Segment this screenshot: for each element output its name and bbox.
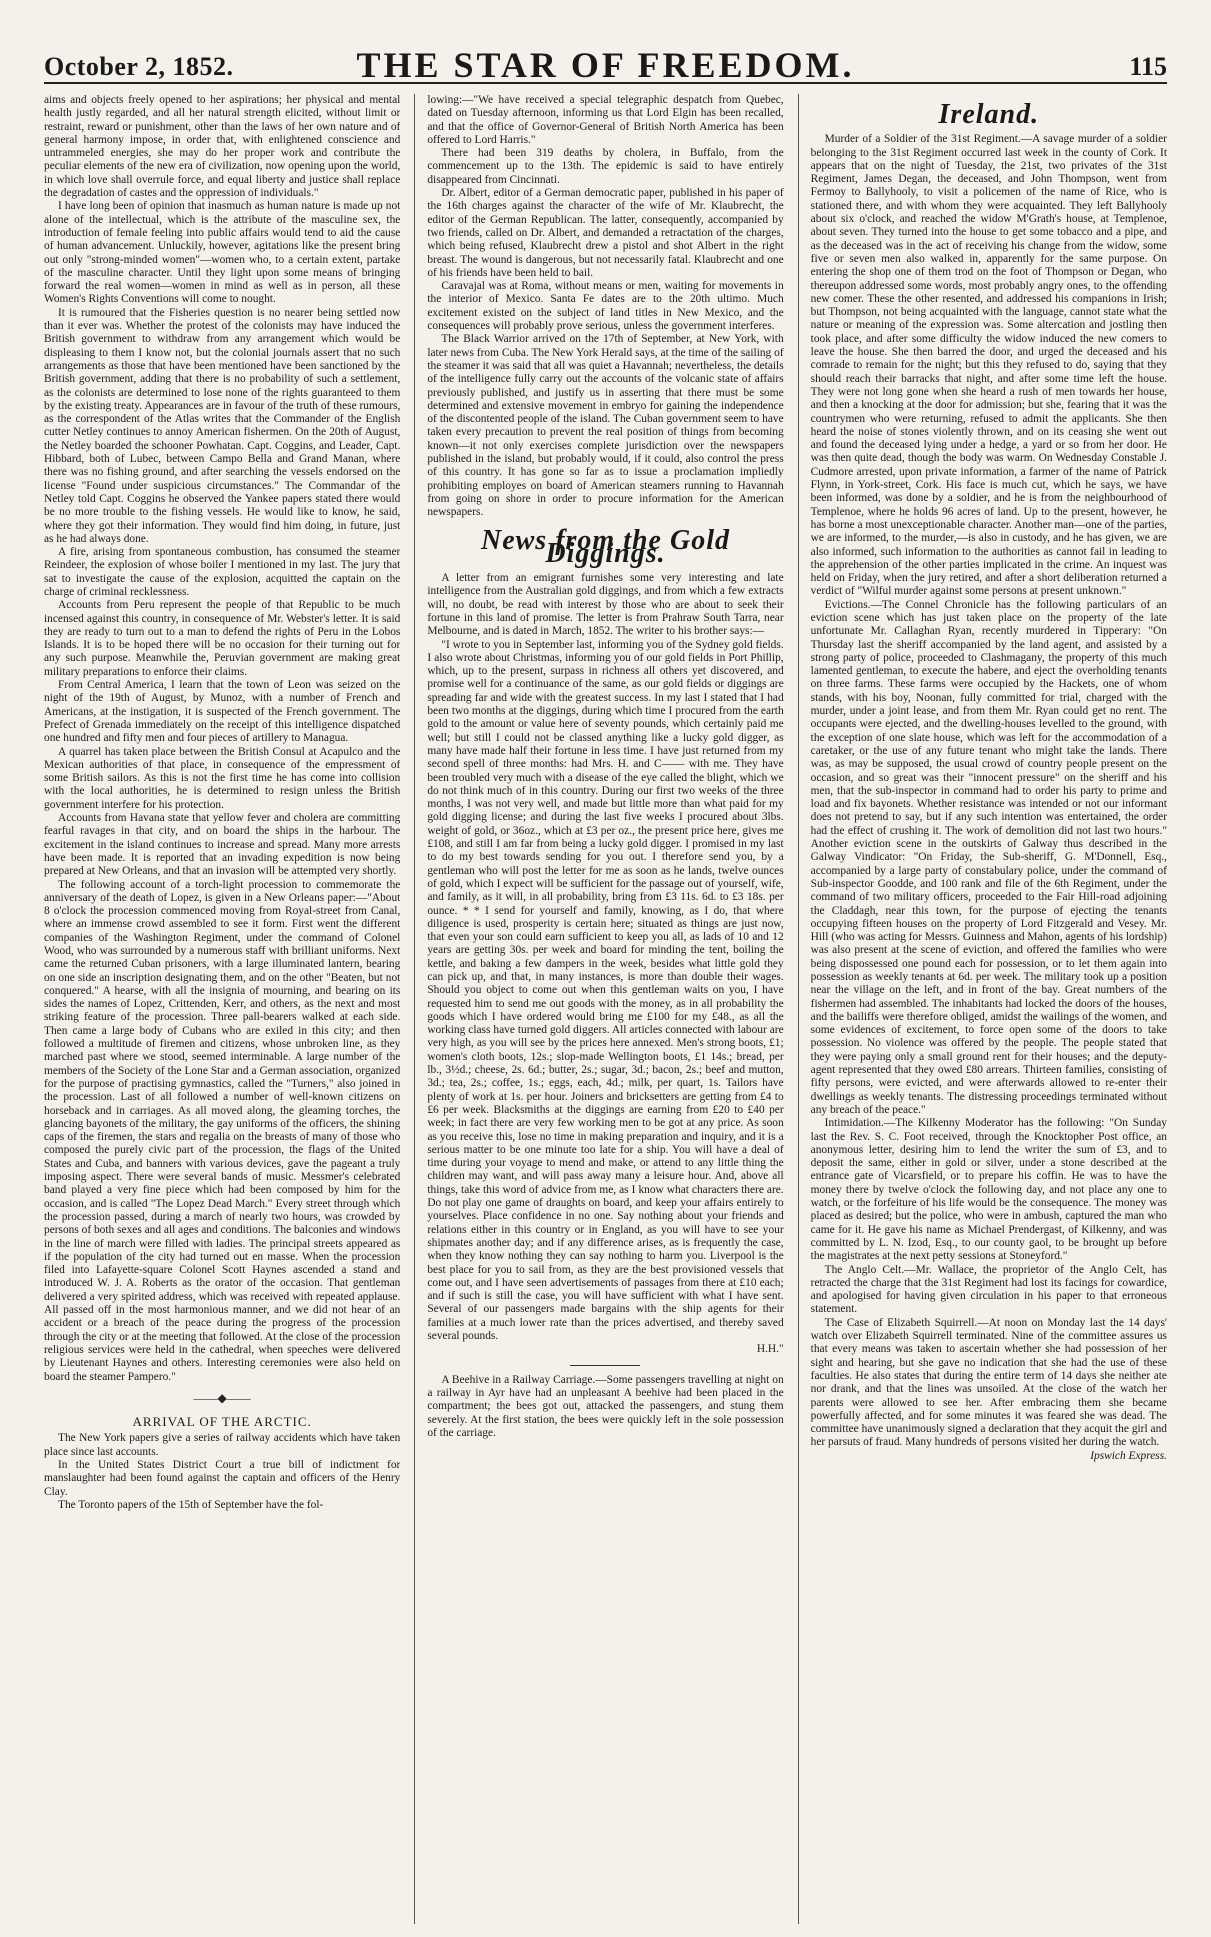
source-credit: Ipswich Express. — [1090, 1449, 1167, 1462]
paragraph: A fire, arising from spontaneous combustion, has consumed the steamer Reindeer, the explosion of whose boiler I mentioned in my last. The jury that sat to investigate the cause of the explosion, acquitted the captain on the charge of criminal recklessness. — [44, 546, 401, 598]
paragraph: Accounts from Havana state that yellow fever and cholera are committing fearful ravages in that city, and on board the ships in the harbour. The excitement in the island continues to increase and spread. Many more arrests have been made. It is reported that an invading expedition is now being prepared at New Orleans, and that an invasion will be attempted very shortly. — [44, 812, 401, 878]
paragraph: Accounts from Peru represent the people of that Republic to be much incensed against this country, in consequence of Mr. Webster's letter. It is said they are ready to turn out to a man to defend the rights of Peru in the Lobos Islands. It is to be hoped there will be no occasion for their turning out for any such purpose. Meanwhile the, Peruvian government are making great military preparations to enforce their claims. — [44, 599, 401, 678]
ornament-divider: ——◆—— — [193, 1390, 251, 1405]
paragraph: Murder of a Soldier of the 31st Regiment.—A savage murder of a soldier belonging to the 31st Regiment occurred last week in the county of Cork. It appears that on the night of Tuesday, the 21st, two privates of the 31st Regiment, James Degan, the deceased, and John Thompson, went from Fermoy to Ballyhooly, to visit a policemen of the name of Rice, who is stationed there, and with whom they were acquainted. They left Ballyhooly about six o'clock, and reached the widow M'Grath's house, at Templenoe, about seven. They turned into the house to get some tobacco and a pipe, and as the deceased was in the act of receiving his change from the widow, some five or seven men also walked in, apparently for the same purpose. On entering the shop one of them trod on the foot of Thompson or Degan, who thereupon addressed some words, most probably angry ones, to the offending new comer. These the other resented, and addressed his companions in Irish; but Thompson, not being acquainted with the language, cannot state what the nature or meaning of the expression was. Some altercation and jostling then took place, and after some difficulty the widow induced the new comers to leave the house. She then barred the door, and urged the deceased and his comrade to remain for the night; but this they refused to do, saying that they should reach their barracks that night, and after some time left the house. They were not long gone when she heard a rush of men towards her house, and then a knocking at the door for admission; but she, fearing that it was the countrymen who were returning, refused to admit the applicants. She then heard the noise of stones violently thrown, and on its ceasing she went out and found the deceased lying under a hedge, a yard or so from her door. He was then quite dead, though the body was warm. On Wednesday Constable J. Cudmore arrested, upon private information, a farmer of the name of Patrick Flynn, in York-street, Cork. His face is much cut, which he says, we have been informed, was done by a soldier, and he is from the neighbourhood of Templenoe, where he holds 96 acres of land. Up to the present, however, he has borne a most unexceptionable character. Another man—one of the parties, we are informed, to the murder,—is also in custody, and he has given, we are also informed, such information to the authorities as cannot fail in leading to the apprehension of the other parties implicated in the crime. An inquest was held on Friday, when the jury retired, and after a short deliberation returned a verdict of "Wilful murder against some persons at present unknown." — [810, 133, 1167, 598]
article-columns — [44, 94, 1167, 1924]
column-1 — [44, 94, 400, 1924]
newspaper-title: THE STAR OF FREEDOM. — [356, 45, 855, 85]
paragraph: A quarrel has taken place between the British Consul at Acapulco and the Mexican authorities of that place, in consequence of the empressment of some British sailors. As this is not the first time he has come into collision with the local authorities, he is determined to resign unless the British government interfere for his protection. — [44, 745, 401, 811]
paragraph: In the United States District Court a true bill of indictment for manslaughter had been found against the captain and officers of the Henry Clay. — [44, 1458, 401, 1498]
paragraph: The Toronto papers of the 15th of September have the fol- — [58, 1498, 324, 1511]
section-heading-gold-diggings: News from the Gold Diggings. — [480, 524, 730, 569]
paragraph: lowing:—"We have received a special telegraphic despatch from Quebec, dated on Tuesday afternoon, informing us that Lord Elgin has been recalled, and that the office of Governor-General of British North America has been offered to Lord Harris." — [427, 94, 784, 146]
paragraph: The Black Warrior arrived on the 17th of September, at New York, with later news from Cuba. The New York Herald says, at the time of the sailing of the steamer it was said that all was quiet a Havannah; nevertheless, the details of the intelligence fully carry out the accounts of the volcanic state of affairs previously published, and justify us in asserting that there must be some determined and extensive movement in embryo for gaining the independence of the discontented people of the island. The Cuban government seem to have taken every precaution to prevent the real position of things from becoming known—it not only exercises complete jurisdiction over the newspapers published in the island, but probably would, if it could, also control the press of this country. It has gone so far as to issue a proclamation impliedly prohibiting employes on board of American steamers running to Havannah from going on shore in order to procure information for the American newspapers. — [427, 333, 784, 519]
paragraph: The New York papers give a series of railway accidents which have taken place since last accounts. — [44, 1432, 401, 1458]
section-heading-ireland: Ireland. — [938, 99, 1040, 130]
column-2 — [414, 94, 783, 1924]
paragraph: A Beehive in a Railway Carriage.—Some passengers travelling at night on a railway in Ayr have had an unpleasant A beehive had been placed in the compartment; the bees got out, attacked the passengers, and stung them severely. At the first station, the bees were quickly left in the sole possession of the carriage. — [427, 1373, 784, 1439]
masthead — [44, 20, 1167, 84]
paragraph: A letter from an emigrant furnishes some very interesting and late intelligence from the Australian gold diggings, and from which a few extracts will, no doubt, be read with interest by those who are about to seek their fortune in this land of promise. The letter is from Prahraw South Tarra, near Melbourne, and is dated in March, 1852. The writer to his brother says:— — [427, 572, 784, 638]
paragraph: There had been 319 deaths by cholera, in Buffalo, from the commencement up to the 13th. The epidemic is said to have entirely disappeared from Cincinnati. — [427, 147, 784, 186]
signature: H.H." — [756, 1343, 784, 1356]
page-number: 115 — [1129, 52, 1167, 81]
paragraph: The following account of a torch-light procession to commemorate the anniversary of the death of Lopez, is given in a New Orleans paper:—"About 8 o'clock the procession commenced moving from Royal-street from Canal, where an immense crowd assembled to see it form. First went the different companies of the Washington Regiment, under the command of Colonel Wood, who was surrounded by a numerous staff with brilliant uniforms. Next came the returned Cuban prisoners, with a large illuminated lantern, bearing on one side an inscription designating them, and on the other "Beaten, but not conquered." A hearse, with all the insignia of mourning, and bearing on its sides the names of Lopez, Crittenden, Kerr, and others, as the next and most striking feature of the procession. Three pall-bearers walked at each side. Then came a large body of Cubans who are exiled in this city; and then followed a multitude of firemen and citizens, whose unbroken line, as they marched past where we stood, seemed interminable. A large number of the members of the Society of the Lone Star and a German association, organized for the purpose of practising gymnastics, called the "Turners," also joined in the procession. Last of all followed a number of well-known citizens on horseback and in carriages. As all moved along, the gleaming torches, the glancing bayonets of the military, the gay uniforms of the officers, the shining caps of the firemen, the stars and regalia on the breasts of many of those who composed the purely civic part of the procession, the flags of the United States and Cuba, and banners with various devices, gave the pageant a truly imposing aspect. There were several bands of music. Messmer's celebrated band played a very fine piece which had been composed by him for the occasion, and is called "The Lopez Dead March." Every street through which the procession passed, during a march of nearly two hours, was crowded by persons of both sexes and all ages and conditions. The balconies and windows in the line of march were filled with ladies. The principal streets appeared as if the population of the city had turned out en masse. When the procession filed into Lafayette-square Colonel Scott Haynes ascended a stand and introduced W. J. A. Roberts as the orator of the occasion. That gentleman delivered a very spirited address, which was received with repeated applause. All passed off in the most harmonious manner, and we did not hear of an accident or a breach of the peace during the progress of the procession through the city or at the meeting that followed. At the close of the procession religious services were held in the cathedral, when speeches were delivered by Lieutenant Haynes and others. Interesting ceremonies were also held on board the steamer Pampero." — [44, 878, 401, 1383]
column-3 — [798, 94, 1167, 1924]
paragraph: Intimidation.—The Kilkenny Moderator has the following: "On Sunday last the Rev. S. C. Foot received, through the Knocktopher Post office, an anonymous letter, desiring him to lend the writer the sum of £3, and to deposit the same, either in gold or silver, under a stone described at the entrance gate of Vicarsfield, or to prepare his coffin. He was to have the money there by twelve o'clock the following day, and not place any one to watch, or the forfeiture of his life would be the consequence. The money was placed as desired; but the police, who were in ambush, captured the man who came for it. He gave his name as Michael Prendergast, of Kilkenny, and was committed by L. N. Izod, Esq., to our county gaol, to be brought up before the magistrates at the next petty sessions at Stoneyford." — [810, 1117, 1167, 1263]
paragraph: I have long been of opinion that inasmuch as human nature is made up not alone of the intellectual, which is the attribute of the masculine sex, the introduction of female feeling into public affairs would tend to aid the cause of human advancement. Unluckily, however, agitations like the present bring out only "strong-minded women"—women who, to a certain extent, partake of the masculine character. Until they light upon some means of bringing forward the real women—women in mind as well as in person, all these Women's Rights Conventions will come to nought. — [44, 200, 401, 306]
section-heading-arctic: ARRIVAL OF THE ARCTIC. — [132, 1414, 312, 1430]
paragraph: "I wrote to you in September last, informing you of the Sydney gold fields. I also wrote about Christmas, informing you of our gold fields in Port Phillip, which, up to the present, surpass in richness all others yet discovered, and promise well for a continuance of the same, as our gold fields or diggings are spreading far and wide with the greatest success. In my last I stated that I had been two months at the diggings, during which time I procured from the earth gold to the amount or value here of seventy pounds, which certainly paid me well; but still I could not be classed anything like a lucky gold digger, as many have made half their fortune in less time. I have just returned from my second spell of three months: had Mrs. H. and C—— with me. They have been troubled very much with a disease of the eye called the blight, which we do not think much of in this country. During our first two weeks of the three months, I was not very well, and made but little more than what paid for my gold digging license; and during the last five weeks I procured about 3lbs. weight of gold, or 36oz., which at £3 per oz., the present price here, gives me £108, and still I am far from being a lucky gold digger. I promised in my last to do my best towards sending for you out. I therefore send you, by a gentleman who will post the letter for me as soon as he lands, twelve ounces of gold, which I expect will be sufficient for the passage out of yourself, wife, and family, as it will, in all probability, bring from £3 11s. 6d. to £3 18s. per ounce. * * I send for yourself and family, knowing, as I do, that where diligence is used, prosperity is certain here; situated as things are just now, that even your son could earn sufficient to keep you all, as lads of 10 and 12 years are getting 30s. per week and board for minding the tent, boiling the kettle, and baking a few dampers in the week, besides what little gold they can pick up, and that, in many instances, is more than double their wages. Should you object to come out when this gentleman waits on you, I have requested him to send me out goods with the money, as in all probability the goods which I have ordered would bring me £100 for my £48., as all the working class have turned gold diggers. All articles connected with labour are very high, as you will see by the prices here annexed. Men's strong boots, £1; women's cloth boots, 12s.; slop-made Wellington boots, £1 14s.; bread, per lb., 3½d.; cheese, 2s. 6d.; butter, 2s.; sugar, 3d.; bacon, 2s.; beef and mutton, 3d.; tea, 2s.; coffee, 1s.; eggs, each, 4d.; milk, per quart, 1s. Tailors have plenty of work at 1s. per hour. Joiners and bricksetters are getting from £4 to £6 per week. Blacksmiths at the diggings are earning from £20 to £40 per week; in fact there are very few working men to be got at any price. As soon as you receive this, lose no time in making preparation and inquiry, and it is a serious matter to be one minute too late for a ship. You will have a deal of time during your voyage to mend and make, or attend to any little thing the children may want, and will pass away many a leisure hour. And, above all things, take this word of advice from me, as I know what characters there are. Do not play one game of draughts on board, and keep your affairs entirely to yourselves. Place confidence in no one. Say nothing about your friends and relations either in this country or in England, as you will have to see your shipmates another day; and if any difference arises, as is frequently the case, when they know nothing they can say nothing to harm you. Liverpool is the best place for you to sail from, as they are the best provisioned vessels that come out, and I have seen advertisements of passages from there at £10 each; and if such is still the case, you will have sufficient with what I have sent. Several of our passengers made bargains with the ship agents for their families at a much lower rate than the prices advertised, and thereby saved several pounds. — [427, 638, 784, 1343]
paragraph: aims and objects freely opened to her aspirations; her physical and mental health justly regarded, and all her natural strength elicited, without limit or restraint, reward or punishment, other than the laws of her own nature and of general harmony impose, in order that, with enlightened conscience and untrammeled energies, she may do her proper work and contribute the peculiar elements of the new era of civilization, now opening upon the world, in which love shall overrule force, and equal liberty and justice shall replace the degradation of castes and the oppression of individuals." — [44, 94, 401, 200]
paragraph: Dr. Albert, editor of a German democratic paper, published in his paper of the 16th charges against the character of the wife of Mr. Klaubrecht, the editor of the German Republican. The latter, consequently, accompanied by two friends, called on Dr. Albert, and demanded a retractation of the charges, which being refused, Klaubrecht drew a pistol and shot Albert in the right breast. The wound is dangerous, but not necessarily fatal. Klaubrecht and one of his friends have been held to bail. — [427, 187, 784, 279]
paragraph: The Anglo Celt.—Mr. Wallace, the proprietor of the Anglo Celt, has retracted the charge that the 31st Regiment had lost its facings for cowardice, and apologised for having given circulation in his paper to that erroneous statement. — [810, 1263, 1167, 1316]
paragraph: From Central America, I learn that the town of Leon was seized on the night of the 19th of August, by Munoz, with a number of French and Americans, at the instigation, it is suspected of the French government. The Prefect of Grenada immediately on the receipt of this intelligence dispatched one hundred and fifty men and four pieces of artillery to Managua. — [44, 679, 401, 745]
issue-date: October 2, 1852. — [44, 52, 234, 81]
paragraph: Evictions.—The Connel Chronicle has the following particulars of an eviction scene which has just taken place on the property of the late unfortunate Mr. Callaghan Ryan, recently murdered in Tipperary: "On Thursday last the sheriff accompanied by the land agent, and assisted by a strong party of police, proceeded to Clashmagany, the property of this much lamented gentleman, to execute the habere, and eject the overholding tenants on three farms. These farms were occupied by the Hackets, one of whom stands, with his boy, Noonan, fully committed for trial, charged with the murder, under a joint lease, and from them Mr. Ryan could get no rent. The occupants were ejected, and the dwelling-houses levelled to the ground, with the exception of one slate house, which was left for the accommodation of a caretaker, or the use of any future tenant who might take the lands. There was, as may be supposed, the usual crowd of country people present on the occasion, and so great was their "innocent pressure" on the sheriff and his men, that the sub-inspector in command had to order his party to prime and load and fix bayonets. Whether resistance was intended or not our informant does not pretend to say, but if any such intention was entertained, the order had the effect of crushing it. The work of demolition did not last two hours." Another eviction scene in the outskirts of Galway thus described in the Galway Vindicator: "On Friday, the Sub-sheriff, G. M'Donnell, Esq., accompanied by a large party of constabulary police, under the command of Sub-inspector Goodde, and 100 rank and file of the 6th Regiment, under the command of two military officers, proceeded to the Fair Hill-road adjoining the Claddagh, near this town, for the purpose of ejecting the tenants occupying fifteen houses on the property of Lord Fitzgerald and Vesey. Mr. Hill (who was acting for Messrs. Guinness and Mahon, agents of his lordship) was also present at the scene of eviction, and offered the families who were being dispossessed one pound each for possession, or to let them again into possession as weekly tenants at 6d. per week. The military took up a position near the village on the left, and in front of the bay. Great numbers of the fishermen had assembled. The inhabitants had locked the doors of the houses, and the bailiffs were therefore obliged, amidst the wailings of the women, and some evidences of excitement, to force open some of the doors to take possession. No violence was offered by the people. The people stated that they were paying only a small ground rent for their houses; and the deputy-agent represented that they owed £80 arrears. Thirteen families, consisting of fifty persons, were evicted, and were afterwards allowed to re-enter their dwellings as weekly tenants. The distressing proceedings terminated without any breach of the peace." — [810, 598, 1167, 1116]
divider-rule — [570, 1365, 640, 1366]
paragraph: Caravajal was at Roma, without means or men, waiting for movements in the interior of Mexico. Santa Fe dates are to the 20th ultimo. Much excitement existed on the subject of land titles in New Mexico, and the consequences will probably prove serious, unless the government interferes. — [427, 280, 784, 333]
paragraph: It is rumoured that the Fisheries question is no nearer being settled now than it ever was. Whether the protest of the colonists may have induced the British government to withdraw from any arrangement which would be displeasing to them I know not, but the colonial journals assert that no such arrangements as those that have been mentioned have been sanctioned by the British government, adding that there is no probability of such a settlement, as the colonists are determined to lose none of the rights guaranteed to them by the existing treaty. Appearances are in favour of the truth of these rumours, as the correspondent of the Atlas writes that the Commander of the English cutter Netley continues to annoy American fishermen. On the 20th of August, the Netley boarded the schooner Powhatan. Capt. Coggins, and Leader, Capt. Hibbard, both of Lubec, between Campo Bella and Grand Manan, where there was no fishing ground, and after searching the vessels endorsed on the license "Found under suspicious circumstances." The Commandar of the Netley told Capt. Coggins he observed the Yankee papers stated there would be no more trouble to the fishing vessels. He would like to know, he said, where they got their information. They would find him doing, in future, just as he had always done. — [44, 306, 401, 545]
paragraph: The Case of Elizabeth Squirrell.—At noon on Monday last the 14 days' watch over Elizabeth Squirrell terminated. Nine of the committee assures us that every means was taken to ascertain whether she had possession of her sight and hearing, but she gave no indication that she had the use of these faculties. He also states that during the entire term of 14 days she neither ate nor drank, and that the lines was unsoiled. At the close of the watch her parents were allowed to see her. After embracing them she became powerfully affected, and for some minutes it was feared she was dead. The committee have unanimously signed a declaration that they acquit the girl and her parsuts of fraud. Many hundreds of persons visited her during the watch. — [810, 1316, 1167, 1449]
